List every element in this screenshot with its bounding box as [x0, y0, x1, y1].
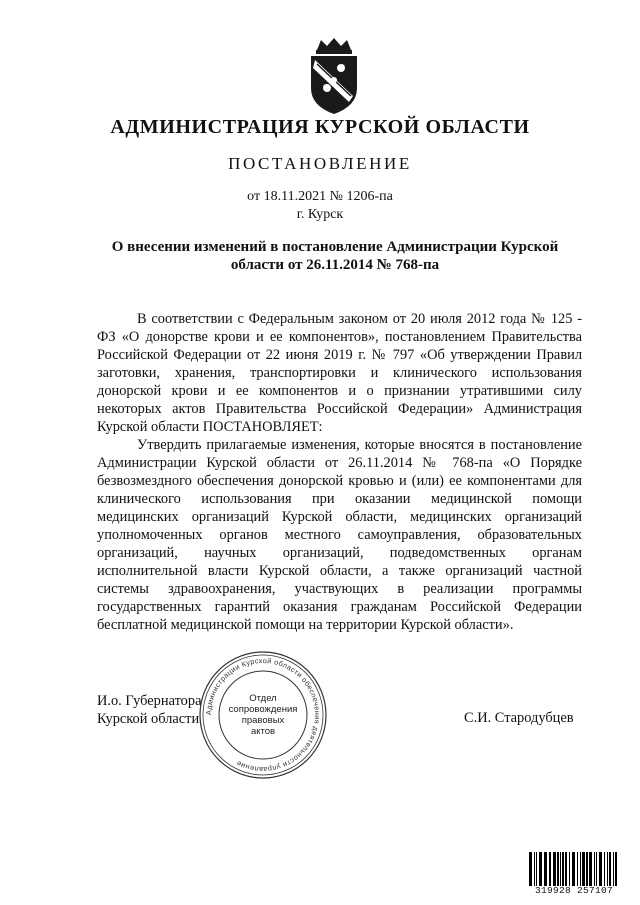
signer-title-line-1: И.о. Губернатора: [97, 693, 202, 709]
subject-line-2: области от 26.11.2014 № 768-па: [230, 257, 440, 273]
stamp-outer-text: Администрации Курской области обеспечения деятельности управление: [203, 655, 323, 775]
subject-line-1: О внесении изменений в постановление Администрации Курской: [111, 239, 559, 255]
coat-of-arms-icon: [303, 36, 365, 116]
barcode: [528, 852, 620, 896]
document-type: ПОСТАНОВЛЕНИЕ: [228, 154, 412, 173]
stamp-line-2: сопровождения: [228, 704, 298, 715]
stamp-line-4: актов: [250, 726, 276, 737]
document-body: [97, 310, 582, 634]
document-city: г. Курск: [296, 207, 344, 222]
barcode-number: 319928 257107: [534, 885, 613, 896]
signer-title-line-2: Курской области: [97, 711, 200, 727]
stamp-line-3: правовых: [241, 715, 285, 726]
body-paragraph-1: В соответствии с Федеральным законом от 20 июля 2012 года № 125 - ФЗ «О донорстве крови и ее компонентов», постановлением Правительства Российской Федерации от 22 июня 2019 г. № 797 «Об утверждении Правил заготовки, хранения, транспортировки и клинического использования донорской крови и ее компонентов и о признании утратившими силу некоторых актов Правительства Российской Федерации» Администрация Курской области ПОСТАНОВЛЯЕТ:: [97, 311, 582, 435]
stamp-inner-text: [218, 670, 308, 760]
stamp-line-1: Отдел: [249, 693, 277, 704]
signer-title: [97, 692, 201, 728]
document-date-number: от 18.11.2021 № 1206-па: [247, 189, 393, 204]
official-stamp: [198, 650, 328, 780]
body-paragraph-2: Утвердить прилагаемые изменения, которые вносятся в постановление Администрации Курской области от 26.11.2014 № 768-па «О Порядке безвозмездного обеспечения донорской кровью и (или) ее компонентами для клинического использования при оказании медицинской помощи медицинских организаций Курской области, медицинских организаций уполномоченных органов местного самоуправления, образовательных организаций, научных организаций, подведомственных органам исполнительной власти Курской области, а также организаций частной системы здравоохранения, участвующих в реализации программы государственных гарантий оказания гражданам Российской Федерации бесплатной медицинской помощи на территории Курской области».: [97, 437, 582, 633]
organization-title: АДМИНИСТРАЦИЯ КУРСКОЙ ОБЛАСТИ: [110, 116, 530, 138]
barcode-bars-icon: [528, 852, 620, 886]
document-subject: [110, 238, 560, 274]
signer-name: С.И. Стародубцев: [464, 710, 574, 726]
